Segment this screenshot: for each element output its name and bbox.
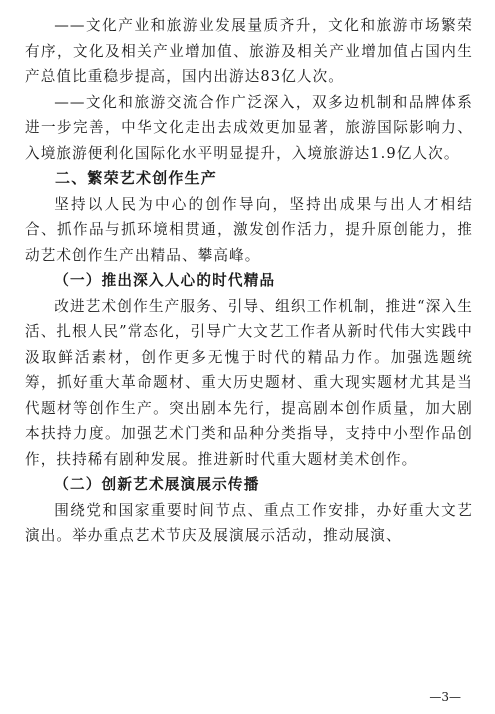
- paragraph-industry-goal: ——文化产业和旅游业发展量质齐升，文化和旅游市场繁荣有序，文化及相关产业增加值、旅游及相关产业增加值占国内生产总值比重稳步提高，国内出游达83亿人次。: [25, 17, 473, 85]
- document-body: [25, 13, 473, 549]
- page-number: —3—: [429, 690, 461, 704]
- paragraph-masterpieces: 改进艺术创作生产服务、引导、组织工作机制，推进“深入生活、扎根人民”常态化，引导广大文艺工作者从新时代伟大实践中汲取鲜活素材，创作更多无愧于时代的精品力作。加强选题统筹，抓好重大革命题材、重大历史题材、重大现实题材尤其是当代题材等创作生产。突出剧本先行，提高剧本创作质量，加大剧本扶持力度。加强艺术门类和品种分类指导，支持中小型作品创作，扶持稀有剧种发展。推进新时代重大题材美术创作。: [25, 297, 473, 468]
- paragraph-exhibition: 围绕党和国家重要时间节点、重点工作安排，办好重大文艺演出。举办重点艺术节庆及展演展示活动，推动展演、: [25, 501, 473, 544]
- subsection-heading-masterpieces: （一）推出深入人心的时代精品: [54, 272, 276, 289]
- paragraph-art-creation-intro: 坚持以人民为中心的创作导向，坚持出成果与出人才相结合、抓作品与抓环境相贯通，激发创作活力，提升原创能力，推动艺术创作生产出精品、攀高峰。: [25, 195, 473, 264]
- subsection-heading-exhibition: （二）创新艺术展演展示传播: [54, 476, 260, 493]
- section-heading-art-creation: 二、繁荣艺术创作生产: [55, 169, 218, 187]
- paragraph-exchange-goal: ——文化和旅游交流合作广泛深入，双多边机制和品牌体系进一步完善，中华文化走出去成效更加显著，旅游国际影响力、入境旅游便利化国际化水平明显提升，入境旅游达1.9亿人次。: [25, 93, 473, 162]
